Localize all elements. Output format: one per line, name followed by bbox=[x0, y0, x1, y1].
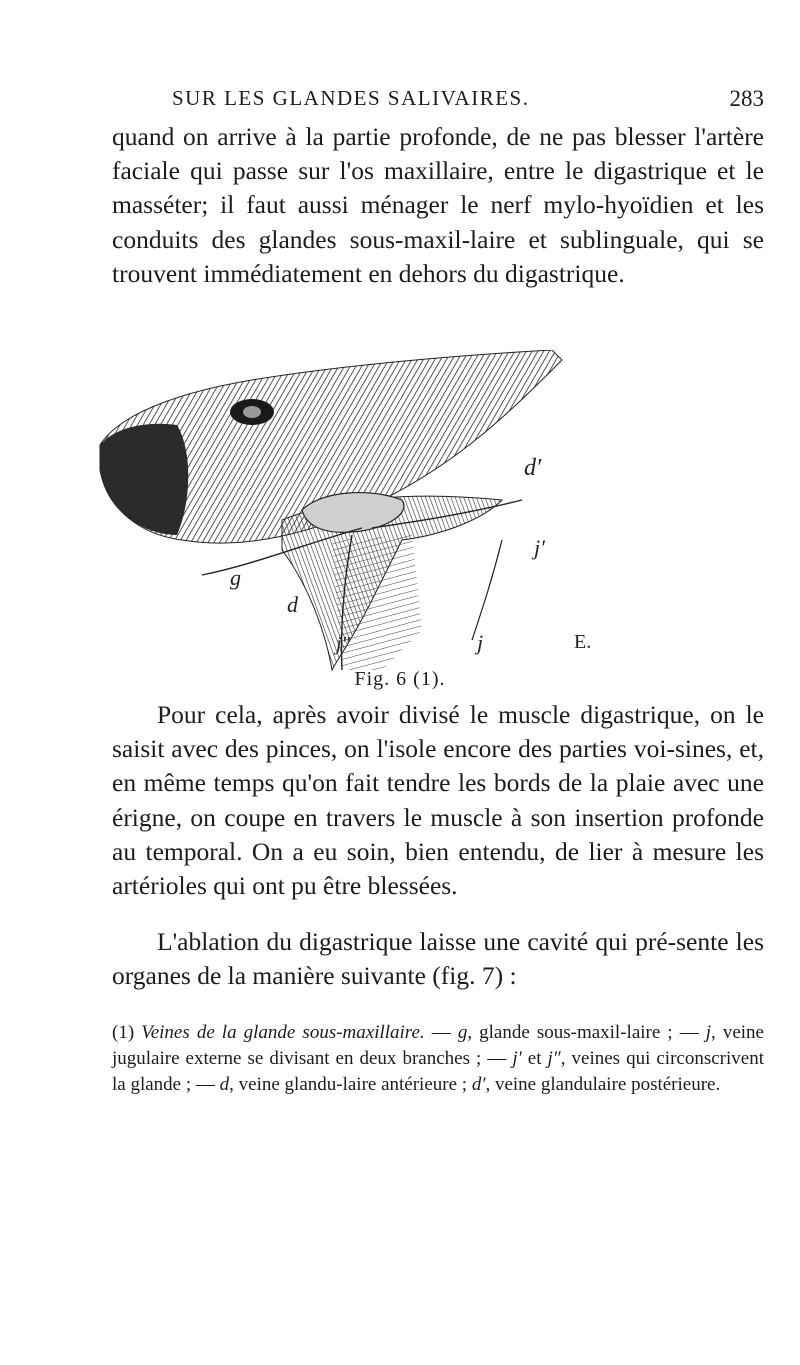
paragraph-2: Pour cela, après avoir divisé le muscle digastrique, on le saisit avec des pinces, on l'isole encore des parties voi-sines, et, en même temps qu'on fait tendre les bords de la plaie avec une érigne, on coupe en travers le muscle à son insertion profonde au temporal. On a eu soin, bien entendu, de lier à mesure les artérioles qui ont pu être blessées. bbox=[112, 700, 764, 901]
footnote-text: , veine glandu-laire antérieure ; bbox=[229, 1074, 472, 1095]
footnote-title: Veines de la glande sous-maxillaire. bbox=[141, 1022, 425, 1043]
engraver-signature: E. bbox=[574, 631, 592, 653]
footnote-text: , veine jugulaire externe se divisant en deux branches ; — bbox=[112, 1022, 764, 1069]
footnote-text: , veines qui circonscrivent la glande ; — bbox=[112, 1048, 764, 1095]
running-head bbox=[112, 86, 764, 120]
label-j-prime-right: j′ bbox=[534, 535, 545, 560]
label-d-prime: d′ bbox=[524, 455, 542, 481]
footnote-text: et bbox=[521, 1048, 548, 1069]
paragraph-3: L'ablation du digastrique laisse une cavité qui pré-sente les organes de la manière suivante (fig. 7) : bbox=[112, 927, 764, 991]
footnote-text: , veine glandulaire postérieure. bbox=[485, 1074, 721, 1095]
footnote-letter: d bbox=[219, 1074, 230, 1095]
engraving-illustration bbox=[82, 350, 622, 685]
page-number: 283 bbox=[729, 86, 764, 111]
footnote-letter: g bbox=[457, 1022, 468, 1043]
label-g: g bbox=[230, 565, 241, 590]
footnote-letter: d′ bbox=[471, 1074, 486, 1095]
footnote bbox=[112, 1020, 764, 1098]
running-title: SUR LES GLANDES SALIVAIRES. bbox=[172, 86, 530, 110]
label-d: d bbox=[287, 592, 298, 617]
footnote-mark: (1) bbox=[112, 1022, 135, 1043]
label-j: j bbox=[477, 630, 484, 655]
label-j-second: j″ bbox=[336, 633, 350, 655]
footnote-letter: j bbox=[705, 1022, 712, 1043]
footnote-letter: j″ bbox=[547, 1048, 561, 1069]
footnote-letter: j′ bbox=[512, 1048, 522, 1069]
footnote-text: — bbox=[424, 1022, 458, 1043]
footnote-text: , glande sous-maxil-laire ; — bbox=[467, 1022, 706, 1043]
figure-engraving bbox=[82, 350, 622, 685]
figure-caption: Fig. 6 (1). bbox=[354, 668, 446, 690]
paragraph-1: quand on arrive à la partie profonde, de ne pas blesser l'artère faciale qui passe sur l'os maxillaire, entre le digastrique et le masséter; il faut aussi ménager le nerf mylo-hyoïdien et les conduits des glandes sous-maxil-laire et sublinguale, qui se trouvent immédiatement en dehors du digastrique. bbox=[112, 122, 764, 288]
